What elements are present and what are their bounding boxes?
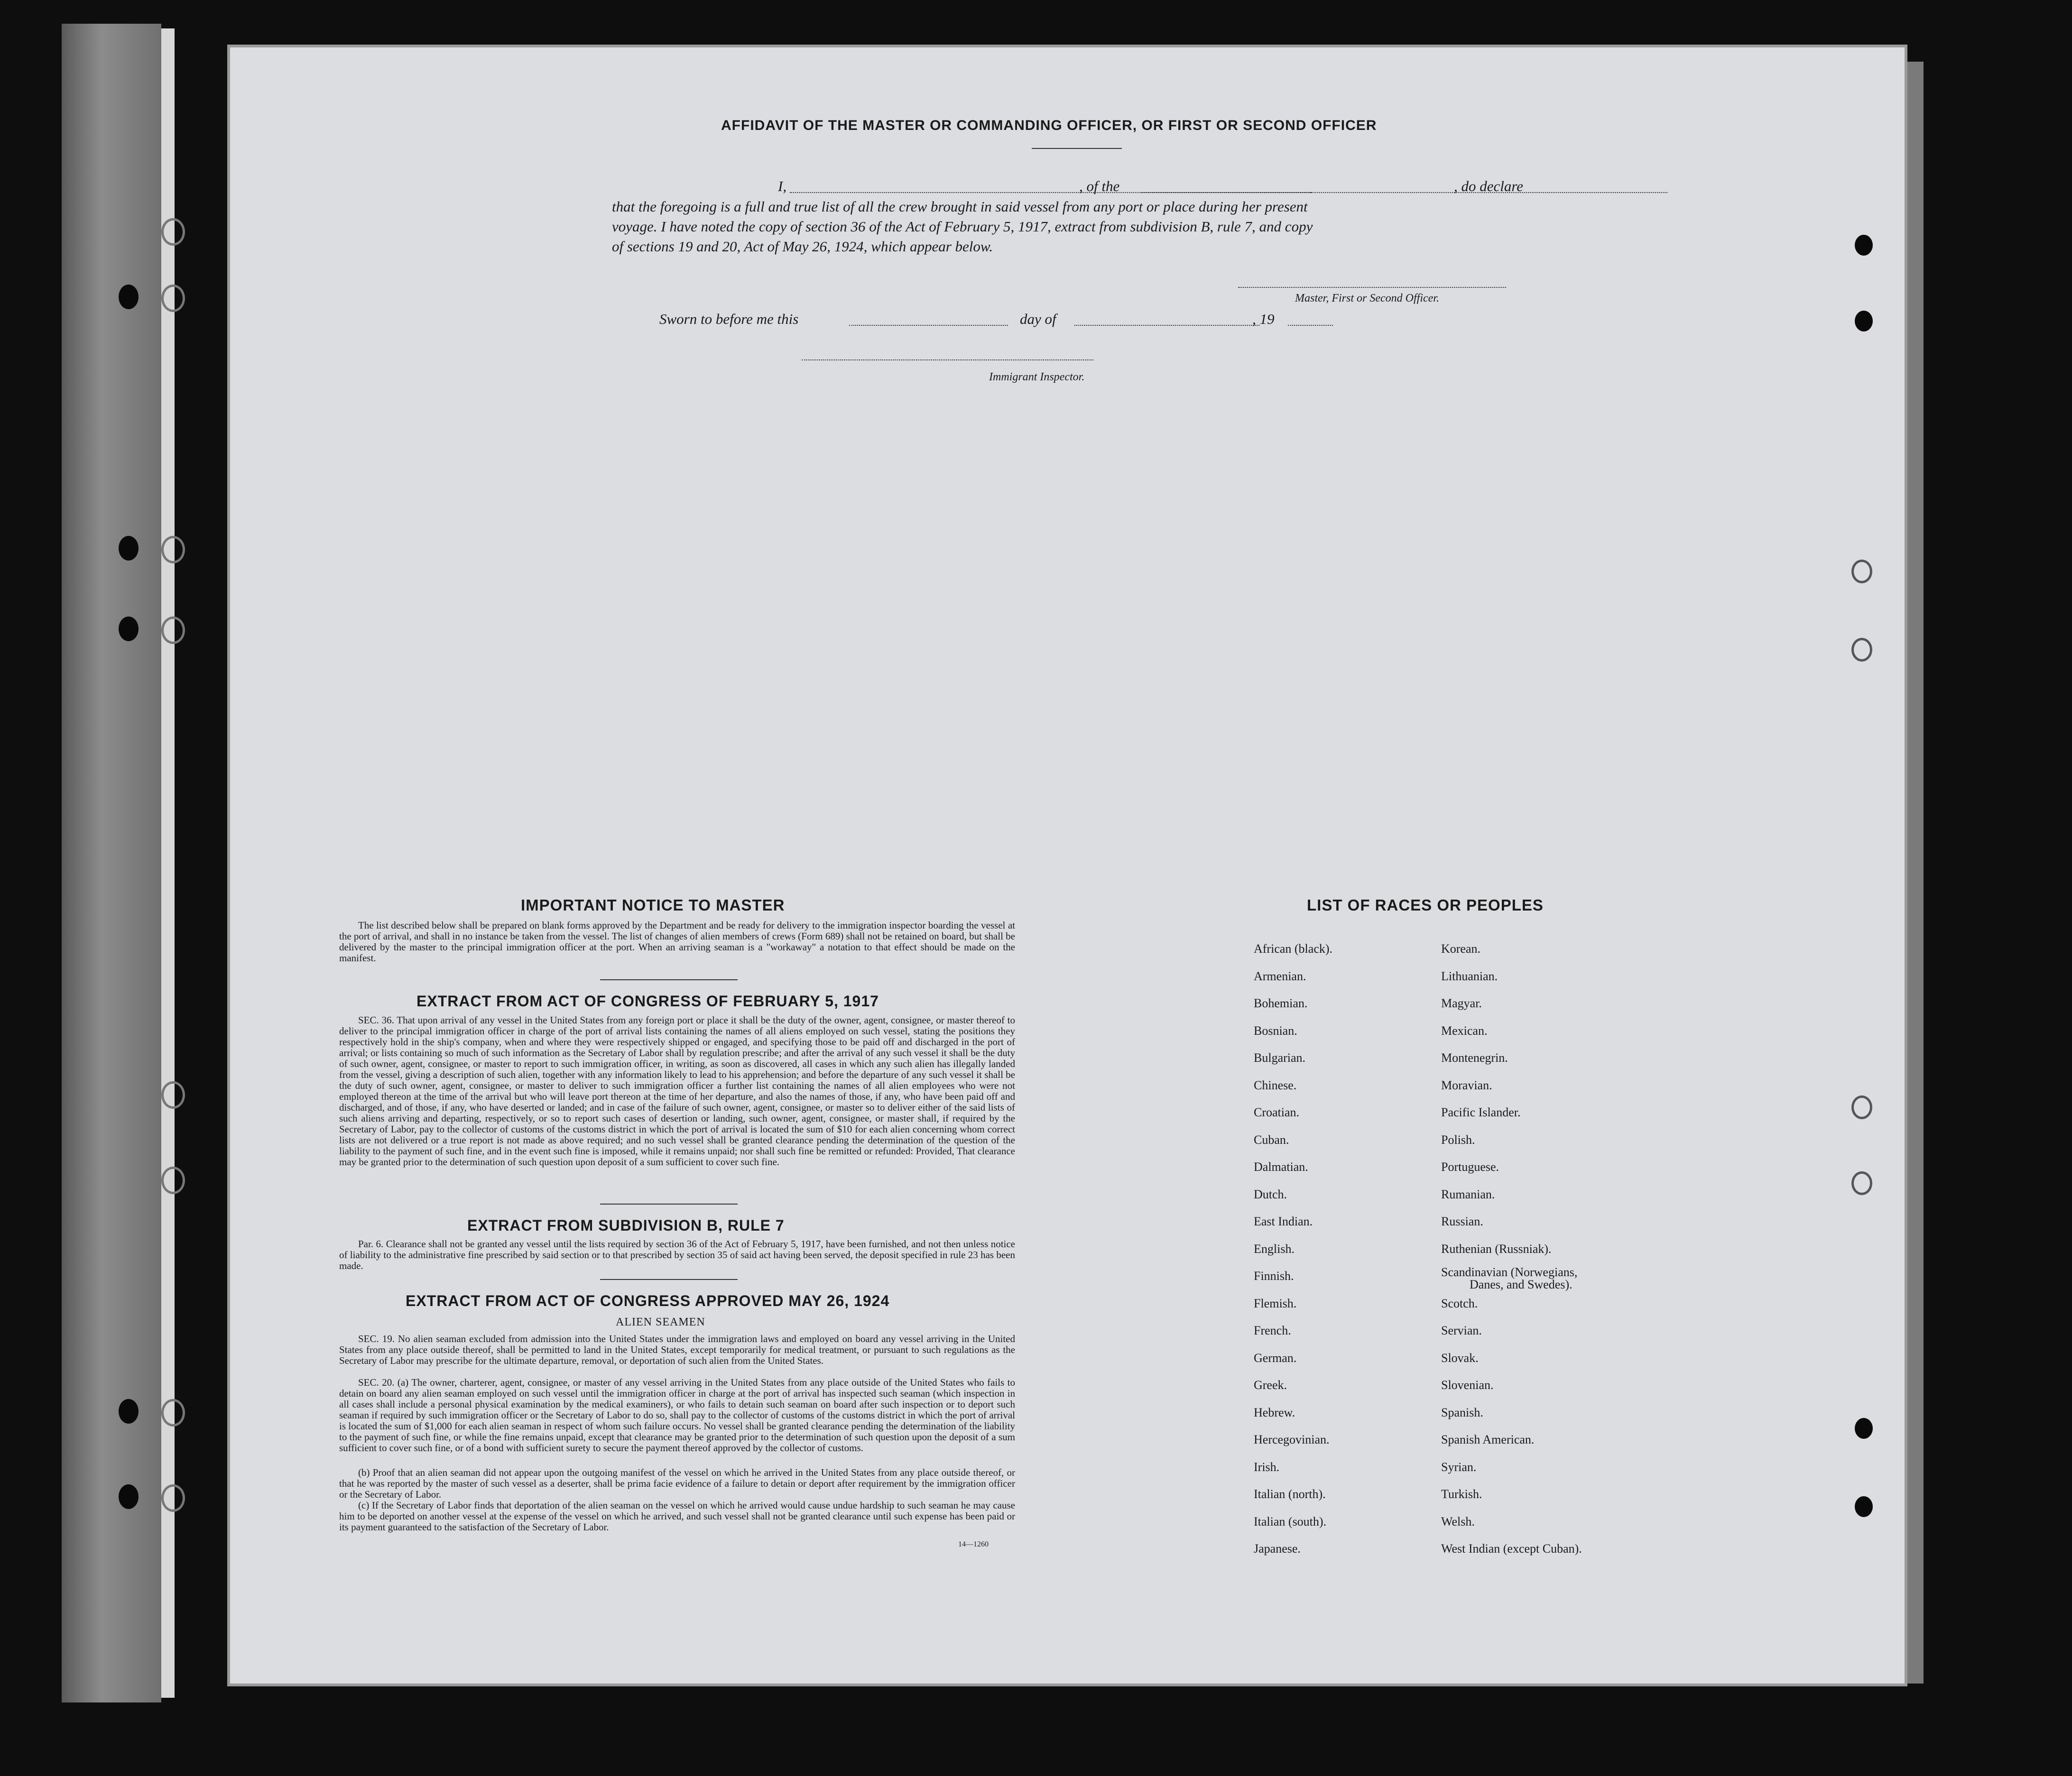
- race-item: Montenegrin.: [1441, 1051, 1508, 1065]
- sworn-text: Sworn to before me this: [659, 311, 799, 327]
- race-item: French.: [1254, 1324, 1291, 1337]
- race-item: Bosnian.: [1254, 1024, 1297, 1038]
- race-item: Mexican.: [1441, 1024, 1488, 1038]
- race-item: Italian (north).: [1254, 1487, 1326, 1501]
- extract-1924-sec20a: SEC. 20. (a) The owner, charterer, agent, consignee, or master of any vessel arriving in the United States from any place outside of the United States who fails to detain on board any alien seaman employed on such vessel until the immigration officer in charge at the port of arrival has inspected such seaman (which inspection in all cases shall include a personal physical examination by the medical examiners), or who fails to detain such seaman on board after such inspection or to deport such seaman if required by such immigration officer or the Secretary of Labor to do so, shall pay to the collector of customs of the customs district in which the port of arrival is located the sum of $1,000 for each alien seaman in respect of whom such failure occurs. No vessel shall be granted clearance pending the determination of the liability to the payment of such fine, or while the fine remains unpaid, except that clearance may be granted prior to the determination of such question upon the deposit of a sum sufficient to cover such fine, or of a bond with sufficient surety to secure the payment thereof approved by the collector of customs.: [339, 1377, 1015, 1454]
- race-item: Polish.: [1441, 1133, 1475, 1147]
- race-item: Russian.: [1441, 1215, 1483, 1228]
- race-item: Chinese.: [1254, 1078, 1297, 1092]
- race-item: Ruthenian (Russniak).: [1441, 1242, 1552, 1256]
- race-item: East Indian.: [1254, 1215, 1313, 1228]
- punch-hole: [119, 536, 139, 561]
- race-item: German.: [1254, 1351, 1297, 1365]
- punch-hole: [1855, 235, 1873, 256]
- race-item: Slovak.: [1441, 1351, 1479, 1365]
- punch-hole-ring: [161, 617, 185, 644]
- notice-title: IMPORTANT NOTICE TO MASTER: [521, 896, 785, 914]
- punch-hole: [119, 285, 139, 309]
- race-item: Lithuanian.: [1441, 969, 1498, 983]
- affidavit-line2: that the foregoing is a full and true list of all the crew brought in said vessel from any port or place during her present: [612, 198, 1308, 215]
- race-item: English.: [1254, 1242, 1295, 1256]
- race-item: Dalmatian.: [1254, 1160, 1308, 1174]
- race-item: Scandinavian (Norwegians,: [1441, 1265, 1578, 1279]
- affidavit-line1-mid: , of the: [1079, 178, 1120, 194]
- race-item: Portuguese.: [1441, 1160, 1499, 1174]
- race-item: Bohemian.: [1254, 996, 1308, 1010]
- race-item: Italian (south).: [1254, 1515, 1327, 1528]
- punch-hole: [1855, 1496, 1873, 1517]
- race-item: Croatian.: [1254, 1105, 1300, 1119]
- punch-hole-ring: [1851, 560, 1872, 583]
- punch-hole-ring: [1851, 1171, 1872, 1195]
- affidavit-line3: voyage. I have noted the copy of section 36 of the Act of February 5, 1917, extract from subdivision B, rule 7, and copy: [612, 218, 1313, 235]
- affidavit-line1-end: , do declare: [1454, 178, 1524, 194]
- extract-1917-title: EXTRACT FROM ACT OF CONGRESS OF FEBRUARY 5, 1917: [416, 993, 879, 1010]
- extract-1924-sec20b: (b) Proof that an alien seaman did not appear upon the outgoing manifest of the vessel on which he arrived in the United States from any place outside thereof, or that he was reported by the master of such vessel as a deserter, shall be prima facie evidence of a failure to detain or deport after requirement by the immigration officer or the Secretary of Labor.: [339, 1467, 1015, 1500]
- inspector-signature-line: [802, 359, 1093, 360]
- rule7-text: Par. 6. Clearance shall not be granted any vessel until the lists required by section 36 of the Act of February 5, 1917, have been furnished, and not then unless notice of liability to the administrative fine prescribed by said section or to that prescribed by section 35 of said act having been served, the deposit specified in rule 23 has been made.: [339, 1238, 1015, 1271]
- races-title: LIST OF RACES OR PEOPLES: [1307, 896, 1544, 914]
- race-item: Dutch.: [1254, 1187, 1287, 1201]
- binding-strip: [62, 24, 161, 1702]
- sworn-year-line: [1288, 325, 1333, 326]
- vessel-blank-line: [1141, 192, 1667, 193]
- race-item: Hebrew.: [1254, 1406, 1295, 1419]
- punch-hole: [1855, 311, 1873, 331]
- race-item: Scotch.: [1441, 1297, 1478, 1310]
- affidavit-title: AFFIDAVIT OF THE MASTER OR COMMANDING OFFICER, OR FIRST OR SECOND OFFICER: [721, 118, 1377, 133]
- divider: [600, 979, 738, 980]
- race-item: Greek.: [1254, 1378, 1287, 1392]
- binding-edge: [161, 28, 175, 1698]
- extract-1924-sec20c: (c) If the Secretary of Labor finds that deportation of the alien seaman on the vessel on which he arrived would cause undue hardship to such seaman he may cause him to be deported on another vessel at the expense of the vessel on which he arrived, and such vessel shall not be granted clearance until such expense has been paid or its payment guaranteed to the satisfaction of the Secretary of Labor.: [339, 1500, 1015, 1533]
- divider: [600, 1204, 738, 1205]
- race-item: Syrian.: [1441, 1460, 1477, 1474]
- affidavit-line4: of sections 19 and 20, Act of May 26, 1924, which appear below.: [612, 238, 993, 255]
- title-underline: [1032, 148, 1122, 149]
- punch-hole: [1855, 1418, 1873, 1439]
- race-item: Korean.: [1441, 942, 1481, 956]
- race-item: Hercegovinian.: [1254, 1433, 1330, 1446]
- divider: [600, 1279, 738, 1280]
- race-item: Magyar.: [1441, 996, 1482, 1010]
- race-item: Flemish.: [1254, 1297, 1297, 1310]
- punch-hole-ring: [161, 536, 185, 563]
- race-item: Slovenian.: [1441, 1378, 1494, 1392]
- sworn-date-line: [849, 325, 1008, 326]
- race-item-continued: Danes, and Swedes).: [1470, 1278, 1572, 1291]
- race-item: Spanish.: [1441, 1406, 1483, 1419]
- race-item: Welsh.: [1441, 1515, 1475, 1528]
- form-sheet: [230, 47, 1905, 1684]
- punch-hole-ring: [161, 218, 185, 246]
- affidavit-line1-start: I,: [778, 178, 787, 194]
- rule7-title: EXTRACT FROM SUBDIVISION B, RULE 7: [467, 1217, 785, 1234]
- race-item: West Indian (except Cuban).: [1441, 1542, 1582, 1555]
- race-item: Armenian.: [1254, 969, 1306, 983]
- punch-hole: [119, 1484, 139, 1509]
- race-item: Irish.: [1254, 1460, 1280, 1474]
- race-item: Turkish.: [1441, 1487, 1482, 1501]
- inspector-label: Immigrant Inspector.: [989, 371, 1085, 383]
- punch-hole: [119, 1399, 139, 1424]
- punch-hole-ring: [1851, 638, 1872, 662]
- extract-1924-subtitle: ALIEN SEAMEN: [616, 1316, 705, 1328]
- punch-hole-ring: [161, 1399, 185, 1426]
- punch-hole-ring: [161, 1484, 185, 1512]
- race-item: Pacific Islander.: [1441, 1105, 1521, 1119]
- race-item: Bulgarian.: [1254, 1051, 1306, 1065]
- race-item: Servian.: [1441, 1324, 1482, 1337]
- race-item: Japanese.: [1254, 1542, 1301, 1555]
- notice-text: The list described below shall be prepared on blank forms approved by the Department and be ready for delivery to the immigration inspector boarding the vessel at the port of arrival, and shall in no instance be taken from the vessel. The list of changes of alien members of crews (Form 689) shall not be retained on board, but shall be delivered by the master to the principal immigration officer at the port. When an arriving seaman is a "workaway" a notation to that effect should be made on the manifest.: [339, 920, 1015, 964]
- punch-hole-ring: [161, 285, 185, 312]
- race-item: Rumanian.: [1441, 1187, 1495, 1201]
- race-item: African (black).: [1254, 942, 1333, 956]
- punch-hole-ring: [161, 1081, 185, 1109]
- signature-line: [1238, 287, 1506, 288]
- form-number: 14—1260: [958, 1540, 989, 1548]
- signature-label: Master, First or Second Officer.: [1295, 292, 1439, 304]
- sworn-day-of: day of: [1020, 311, 1056, 327]
- sworn-month-line: [1074, 325, 1259, 326]
- race-item: Spanish American.: [1441, 1433, 1535, 1446]
- punch-hole-ring: [1851, 1095, 1872, 1119]
- race-item: Moravian.: [1441, 1078, 1492, 1092]
- punch-hole-ring: [161, 1167, 185, 1194]
- race-item: Finnish.: [1254, 1269, 1294, 1283]
- extract-1917-text: SEC. 36. That upon arrival of any vessel in the United States from any foreign port or place it shall be the duty of the owner, agent, consignee, or master thereof to deliver to the principal immigration officer in charge of the port of arrival lists containing the names of all aliens employed on such vessel, stating the positions they respectively hold in the ship's company, when and where they were respectively shipped or engaged, and specifying those to be paid off and discharged in the port of arrival; or lists containing so much of such information as the Secretary of Labor shall by regulation prescribe; and after the arrival of any such vessel it shall be the duty of such owner, agent, consignee, or master to report to such immigration officer, in writing, as soon as discovered, all cases in which any such alien has illegally landed from the vessel, giving a description of such alien, together with any information likely to lead to his apprehension; and before the departure of any such vessel it shall be the duty of such owner, agent, consignee, or master to deliver to such immigration officer a further list containing the names of all alien employees who were not employed thereon at the time of the arrival but who will leave port thereon at the time of her departure, and also the names of those, if any, who have been paid off and discharged, and of those, if any, who have deserted or landed; and in case of the failure of such owner, agent, consignee, or master so to deliver either of the said lists of such aliens arriving and departing, respectively, or so to report such cases of desertion or landing, such owner, agent, consignee, or master shall, if required by the Secretary of Labor, pay to the collector of customs of the customs district in which the port of arrival is located the sum of $10 for each alien concerning whom correct lists are not delivered or a true report is not made as above required; and no such vessel shall be granted clearance pending the determination of the question of the liability to the payment of such fine, and in the event such fine is imposed, while it remains unpaid; nor shall such fine be remitted or refunded: Provided, That clearance may be granted prior to the determination of such question upon deposit of a sum sufficient to cover such fine.: [339, 1014, 1015, 1168]
- sheet-shadow-edge: [1905, 62, 1924, 1684]
- punch-hole: [119, 617, 139, 641]
- extract-1924-sec19: SEC. 19. No alien seaman excluded from admission into the United States under the immigration laws and employed on board any vessel arriving in the United States from any place outside thereof, shall be permitted to land in the United States, except temporarily for medical treatment, or pursuant to such regulations as the Secretary of Labor may prescribe for the ultimate departure, removal, or deportation of such alien from the United States.: [339, 1333, 1015, 1366]
- race-item: Cuban.: [1254, 1133, 1289, 1147]
- sworn-year: , 19: [1252, 311, 1275, 327]
- extract-1924-title: EXTRACT FROM ACT OF CONGRESS APPROVED MAY 26, 1924: [406, 1292, 890, 1309]
